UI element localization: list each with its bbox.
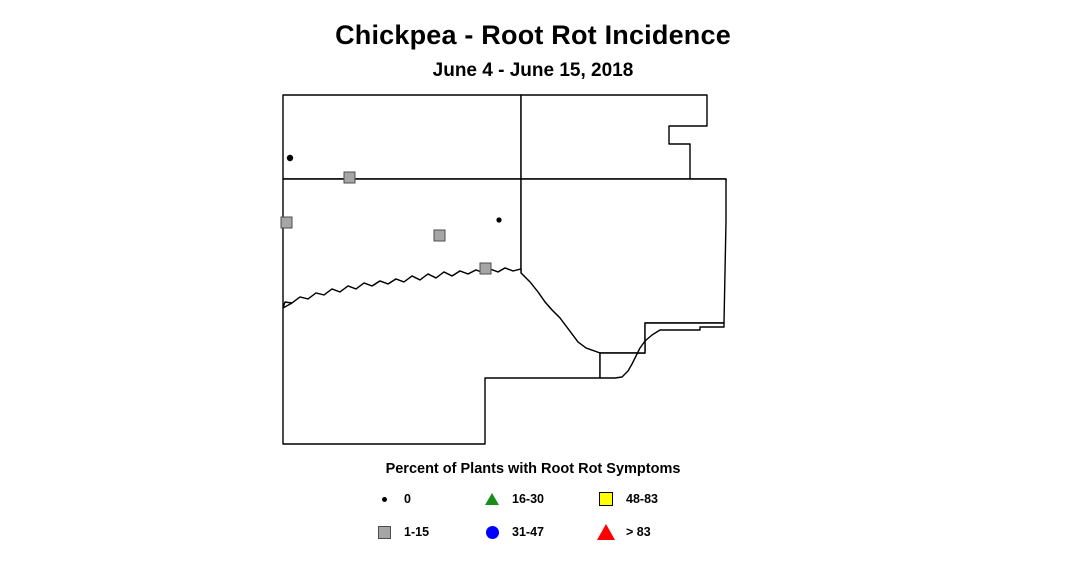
legend-item-2 — [478, 487, 544, 511]
legend-title: Percent of Plants with Root Rot Symptoms — [385, 461, 681, 477]
legend-label-3: 31-47 — [512, 525, 544, 539]
small-black-dot-icon — [370, 488, 398, 510]
legend-item-5 — [592, 520, 651, 544]
data-point-0 — [287, 155, 293, 161]
data-point-1-15 — [344, 172, 355, 183]
legend — [370, 487, 700, 549]
legend-item-4 — [592, 487, 658, 511]
legend-label-0: 0 — [404, 492, 411, 506]
yellow-square-icon — [592, 488, 620, 510]
legend-label-4: 48-83 — [626, 492, 658, 506]
county-outline-ne — [521, 95, 726, 181]
red-triangle-icon — [592, 521, 620, 543]
county-outline-nw — [283, 95, 521, 179]
legend-item-3 — [478, 520, 544, 544]
data-point-1-15 — [281, 217, 292, 228]
green-triangle-icon — [478, 488, 506, 510]
legend-label-5: > 83 — [626, 525, 651, 539]
legend-item-0 — [370, 487, 411, 511]
chart-title: Chickpea - Root Rot Incidence — [335, 20, 731, 50]
legend-label-1: 1-15 — [404, 525, 430, 539]
chart-subtitle: June 4 - June 15, 2018 — [432, 60, 634, 81]
map-area — [0, 86, 1066, 456]
data-point-0 — [496, 217, 501, 222]
region-map — [0, 86, 1066, 456]
legend-label-2: 16-30 — [512, 492, 544, 506]
gray-square-icon — [370, 521, 398, 543]
data-point-1-15 — [434, 230, 445, 241]
data-point-1-15 — [480, 263, 491, 274]
legend-item-1 — [370, 520, 429, 544]
blue-circle-icon — [478, 521, 506, 543]
